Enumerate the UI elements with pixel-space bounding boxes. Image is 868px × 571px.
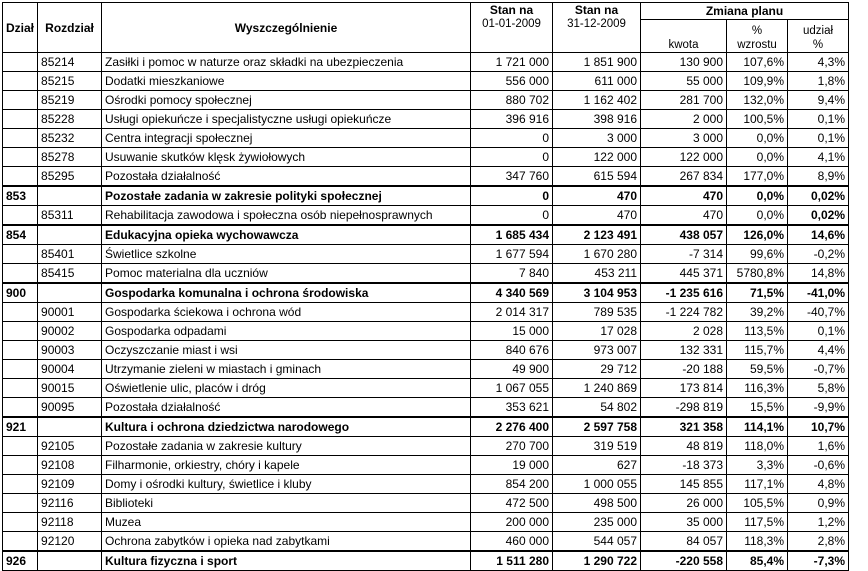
cell-udzial: 9,4% [788, 91, 849, 110]
cell-udzial: -41,0% [788, 283, 849, 303]
table-row [3, 341, 849, 360]
cell-stan-poczatek: 1 685 434 [471, 225, 553, 245]
table-row [3, 148, 849, 167]
cell-name: Pozostałe zadania w zakresie polityki społecznej [102, 186, 471, 206]
cell-rozdzial: 85311 [38, 206, 102, 226]
cell-name: Domy i ośrodki kultury, świetlice i kluby [102, 475, 471, 494]
cell-kwota: 2 028 [641, 322, 727, 341]
cell-kwota: 132 331 [641, 341, 727, 360]
cell-udzial: 8,9% [788, 167, 849, 187]
table-row-dzial [3, 186, 849, 206]
cell-stan-koniec: 544 057 [553, 532, 641, 552]
cell-kwota: 321 358 [641, 417, 727, 437]
cell-stan-koniec: 453 211 [553, 264, 641, 284]
table-row [3, 360, 849, 379]
cell-kwota: 26 000 [641, 494, 727, 513]
cell-stan-poczatek: 15 000 [471, 322, 553, 341]
cell-wzrost: 117,1% [727, 475, 788, 494]
cell-stan-poczatek: 460 000 [471, 532, 553, 552]
cell-name: Muzea [102, 513, 471, 532]
cell-wzrost: 177,0% [727, 167, 788, 187]
cell-name: Pomoc materialna dla uczniów [102, 264, 471, 284]
cell-udzial: 4,8% [788, 475, 849, 494]
table-row [3, 129, 849, 148]
cell-kwota: 2 000 [641, 110, 727, 129]
cell-stan-koniec: 611 000 [553, 72, 641, 91]
cell-name: Filharmonie, orkiestry, chóry i kapele [102, 456, 471, 475]
table-row [3, 532, 849, 552]
cell-stan-poczatek: 0 [471, 206, 553, 226]
cell-udzial: -0,6% [788, 456, 849, 475]
cell-dzial: 853 [3, 186, 38, 206]
table-row [3, 322, 849, 341]
cell-udzial: 0,02% [788, 186, 849, 206]
cell-stan-koniec: 319 519 [553, 437, 641, 456]
cell-stan-poczatek: 840 676 [471, 341, 553, 360]
cell-dzial [3, 264, 38, 284]
cell-stan-koniec: 1 240 869 [553, 379, 641, 398]
table-row [3, 398, 849, 418]
cell-udzial: -0,7% [788, 360, 849, 379]
cell-dzial [3, 398, 38, 418]
cell-wzrost: 3,3% [727, 456, 788, 475]
cell-stan-poczatek: 200 000 [471, 513, 553, 532]
cell-rozdzial: 85415 [38, 264, 102, 284]
cell-rozdzial [38, 551, 102, 571]
cell-rozdzial [38, 225, 102, 245]
table-body [3, 53, 849, 571]
cell-dzial [3, 475, 38, 494]
cell-dzial [3, 148, 38, 167]
cell-rozdzial: 92108 [38, 456, 102, 475]
cell-dzial [3, 129, 38, 148]
cell-dzial [3, 72, 38, 91]
table-header [3, 3, 849, 53]
table-row [3, 379, 849, 398]
cell-kwota: 173 814 [641, 379, 727, 398]
cell-udzial: 14,6% [788, 225, 849, 245]
cell-stan-koniec: 235 000 [553, 513, 641, 532]
cell-udzial: 1,2% [788, 513, 849, 532]
cell-kwota: 438 057 [641, 225, 727, 245]
cell-udzial: -7,3% [788, 551, 849, 571]
cell-wzrost: 0,0% [727, 186, 788, 206]
cell-dzial [3, 532, 38, 552]
cell-dzial [3, 494, 38, 513]
cell-rozdzial: 85214 [38, 53, 102, 72]
table-row [3, 513, 849, 532]
cell-stan-poczatek: 2 014 317 [471, 303, 553, 322]
cell-stan-koniec: 2 597 758 [553, 417, 641, 437]
cell-dzial: 900 [3, 283, 38, 303]
cell-wzrost: 0,0% [727, 206, 788, 226]
cell-name: Zasiłki i pomoc w naturze oraz składki na ubezpieczenia [102, 53, 471, 72]
cell-dzial [3, 322, 38, 341]
cell-dzial [3, 360, 38, 379]
cell-rozdzial [38, 186, 102, 206]
table-row [3, 91, 849, 110]
cell-kwota: -220 558 [641, 551, 727, 571]
cell-dzial [3, 206, 38, 226]
cell-udzial: 4,4% [788, 341, 849, 360]
table-row [3, 72, 849, 91]
cell-stan-koniec: 1 290 722 [553, 551, 641, 571]
cell-kwota: 281 700 [641, 91, 727, 110]
cell-stan-koniec: 470 [553, 186, 641, 206]
cell-stan-koniec: 17 028 [553, 322, 641, 341]
cell-udzial: 2,8% [788, 532, 849, 552]
cell-wzrost: 116,3% [727, 379, 788, 398]
cell-wzrost: 0,0% [727, 148, 788, 167]
cell-stan-poczatek: 49 900 [471, 360, 553, 379]
cell-kwota: -7 314 [641, 245, 727, 264]
header-rozdzial: Rozdział [38, 3, 102, 53]
cell-udzial: 10,7% [788, 417, 849, 437]
cell-udzial: -9,9% [788, 398, 849, 418]
cell-wzrost: 0,0% [727, 129, 788, 148]
cell-name: Rehabilitacja zawodowa i społeczna osób niepełnosprawnych [102, 206, 471, 226]
cell-name: Biblioteki [102, 494, 471, 513]
cell-stan-poczatek: 1 721 000 [471, 53, 553, 72]
cell-stan-koniec: 3 104 953 [553, 283, 641, 303]
cell-udzial: 1,8% [788, 72, 849, 91]
cell-stan-poczatek: 0 [471, 129, 553, 148]
table-row-dzial [3, 417, 849, 437]
cell-kwota: -20 188 [641, 360, 727, 379]
cell-dzial [3, 53, 38, 72]
cell-wzrost: 100,5% [727, 110, 788, 129]
header-wyszczegolnienie: Wyszczególnienie [102, 3, 471, 53]
cell-wzrost: 5780,8% [727, 264, 788, 284]
cell-name: Oczyszczanie miast i wsi [102, 341, 471, 360]
cell-udzial: 0,02% [788, 206, 849, 226]
cell-stan-poczatek: 396 916 [471, 110, 553, 129]
cell-rozdzial: 90015 [38, 379, 102, 398]
cell-wzrost: 99,6% [727, 245, 788, 264]
cell-stan-poczatek: 4 340 569 [471, 283, 553, 303]
cell-name: Kultura i ochrona dziedzictwa narodowego [102, 417, 471, 437]
cell-rozdzial: 92105 [38, 437, 102, 456]
cell-kwota: -298 819 [641, 398, 727, 418]
cell-stan-poczatek: 556 000 [471, 72, 553, 91]
cell-udzial: 0,9% [788, 494, 849, 513]
cell-name: Gospodarka odpadami [102, 322, 471, 341]
cell-kwota: 470 [641, 206, 727, 226]
cell-rozdzial: 90002 [38, 322, 102, 341]
cell-stan-koniec: 122 000 [553, 148, 641, 167]
cell-kwota: 122 000 [641, 148, 727, 167]
cell-kwota: 55 000 [641, 72, 727, 91]
cell-name: Pozostała działalność [102, 398, 471, 418]
cell-kwota: 48 819 [641, 437, 727, 456]
cell-dzial [3, 437, 38, 456]
cell-stan-koniec: 1 851 900 [553, 53, 641, 72]
cell-udzial: -40,7% [788, 303, 849, 322]
table-row [3, 206, 849, 226]
cell-wzrost: 105,5% [727, 494, 788, 513]
cell-wzrost: 85,4% [727, 551, 788, 571]
cell-name: Dodatki mieszkaniowe [102, 72, 471, 91]
table-row [3, 110, 849, 129]
cell-udzial: 0,1% [788, 110, 849, 129]
cell-rozdzial: 90004 [38, 360, 102, 379]
cell-stan-poczatek: 1 067 055 [471, 379, 553, 398]
cell-wzrost: 59,5% [727, 360, 788, 379]
cell-rozdzial: 92116 [38, 494, 102, 513]
cell-stan-poczatek: 1 511 280 [471, 551, 553, 571]
cell-kwota: 267 834 [641, 167, 727, 187]
cell-wzrost: 118,0% [727, 437, 788, 456]
cell-rozdzial: 85215 [38, 72, 102, 91]
cell-stan-poczatek: 270 700 [471, 437, 553, 456]
cell-wzrost: 113,5% [727, 322, 788, 341]
cell-rozdzial: 92118 [38, 513, 102, 532]
cell-udzial: 0,1% [788, 129, 849, 148]
cell-wzrost: 115,7% [727, 341, 788, 360]
cell-rozdzial: 85295 [38, 167, 102, 187]
cell-dzial [3, 379, 38, 398]
header-stan-poczatek: Stan na 01-01-2009 [471, 3, 553, 53]
cell-wzrost: 126,0% [727, 225, 788, 245]
cell-name: Ośrodki pomocy społecznej [102, 91, 471, 110]
cell-stan-poczatek: 1 677 594 [471, 245, 553, 264]
cell-stan-koniec: 54 802 [553, 398, 641, 418]
cell-name: Ochrona zabytków i opieka nad zabytkami [102, 532, 471, 552]
table-row [3, 53, 849, 72]
cell-dzial: 921 [3, 417, 38, 437]
cell-name: Świetlice szkolne [102, 245, 471, 264]
cell-dzial [3, 513, 38, 532]
cell-rozdzial: 85278 [38, 148, 102, 167]
cell-rozdzial: 85232 [38, 129, 102, 148]
cell-stan-koniec: 789 535 [553, 303, 641, 322]
cell-name: Edukacyjna opieka wychowawcza [102, 225, 471, 245]
cell-stan-koniec: 470 [553, 206, 641, 226]
cell-stan-koniec: 398 916 [553, 110, 641, 129]
cell-kwota: 35 000 [641, 513, 727, 532]
budget-table [2, 2, 849, 571]
header-udzial: udział % [788, 20, 849, 53]
cell-udzial: 0,1% [788, 322, 849, 341]
table-row [3, 264, 849, 284]
cell-stan-poczatek: 0 [471, 186, 553, 206]
cell-stan-koniec: 973 007 [553, 341, 641, 360]
cell-udzial: 4,3% [788, 53, 849, 72]
header-kwota: kwota [641, 20, 727, 53]
cell-name: Usuwanie skutków klęsk żywiołowych [102, 148, 471, 167]
cell-name: Utrzymanie zieleni w miastach i gminach [102, 360, 471, 379]
table-row [3, 456, 849, 475]
cell-kwota: 445 371 [641, 264, 727, 284]
cell-rozdzial: 85228 [38, 110, 102, 129]
cell-rozdzial: 85219 [38, 91, 102, 110]
cell-name: Gospodarka komunalna i ochrona środowiska [102, 283, 471, 303]
cell-stan-poczatek: 854 200 [471, 475, 553, 494]
table-row [3, 475, 849, 494]
table-row [3, 494, 849, 513]
cell-stan-koniec: 2 123 491 [553, 225, 641, 245]
table-row [3, 167, 849, 187]
header-dzial: Dział [3, 3, 38, 53]
cell-stan-poczatek: 880 702 [471, 91, 553, 110]
cell-dzial [3, 167, 38, 187]
cell-stan-koniec: 498 500 [553, 494, 641, 513]
table-row [3, 437, 849, 456]
cell-stan-koniec: 627 [553, 456, 641, 475]
cell-rozdzial: 90001 [38, 303, 102, 322]
cell-wzrost: 132,0% [727, 91, 788, 110]
cell-udzial: 1,6% [788, 437, 849, 456]
cell-rozdzial [38, 417, 102, 437]
cell-kwota: -18 373 [641, 456, 727, 475]
cell-name: Gospodarka ściekowa i ochrona wód [102, 303, 471, 322]
header-zmiana-planu: Zmiana planu [641, 3, 849, 20]
cell-dzial [3, 456, 38, 475]
cell-udzial: 5,8% [788, 379, 849, 398]
cell-kwota: 470 [641, 186, 727, 206]
cell-wzrost: 118,3% [727, 532, 788, 552]
cell-stan-koniec: 29 712 [553, 360, 641, 379]
cell-dzial [3, 341, 38, 360]
cell-name: Pozostałe zadania w zakresie kultury [102, 437, 471, 456]
cell-stan-koniec: 1 000 055 [553, 475, 641, 494]
cell-wzrost: 71,5% [727, 283, 788, 303]
cell-stan-poczatek: 353 621 [471, 398, 553, 418]
cell-wzrost: 107,6% [727, 53, 788, 72]
cell-stan-poczatek: 19 000 [471, 456, 553, 475]
cell-wzrost: 117,5% [727, 513, 788, 532]
cell-dzial [3, 303, 38, 322]
cell-name: Usługi opiekuńcze i specjalistyczne usługi opiekuńcze [102, 110, 471, 129]
cell-dzial [3, 91, 38, 110]
cell-udzial: 4,1% [788, 148, 849, 167]
cell-wzrost: 114,1% [727, 417, 788, 437]
cell-kwota: 145 855 [641, 475, 727, 494]
cell-kwota: -1 235 616 [641, 283, 727, 303]
cell-kwota: -1 224 782 [641, 303, 727, 322]
cell-rozdzial [38, 283, 102, 303]
cell-rozdzial: 92120 [38, 532, 102, 552]
cell-dzial [3, 110, 38, 129]
cell-name: Kultura fizyczna i sport [102, 551, 471, 571]
cell-rozdzial: 90003 [38, 341, 102, 360]
cell-stan-poczatek: 2 276 400 [471, 417, 553, 437]
cell-stan-koniec: 1 670 280 [553, 245, 641, 264]
cell-stan-koniec: 3 000 [553, 129, 641, 148]
cell-stan-poczatek: 0 [471, 148, 553, 167]
cell-kwota: 3 000 [641, 129, 727, 148]
cell-rozdzial: 90095 [38, 398, 102, 418]
cell-rozdzial: 85401 [38, 245, 102, 264]
header-stan-koniec: Stan na 31-12-2009 [553, 3, 641, 53]
cell-name: Oświetlenie ulic, placów i dróg [102, 379, 471, 398]
table-row [3, 245, 849, 264]
cell-wzrost: 39,2% [727, 303, 788, 322]
cell-dzial: 926 [3, 551, 38, 571]
cell-dzial [3, 245, 38, 264]
cell-stan-poczatek: 472 500 [471, 494, 553, 513]
cell-rozdzial: 92109 [38, 475, 102, 494]
cell-stan-koniec: 1 162 402 [553, 91, 641, 110]
cell-name: Centra integracji społecznej [102, 129, 471, 148]
cell-kwota: 130 900 [641, 53, 727, 72]
cell-wzrost: 109,9% [727, 72, 788, 91]
table-row-dzial [3, 283, 849, 303]
header-wzrost: % wzrostu [727, 20, 788, 53]
cell-kwota: 84 057 [641, 532, 727, 552]
table-row-dzial [3, 551, 849, 571]
table-row [3, 303, 849, 322]
cell-udzial: 14,8% [788, 264, 849, 284]
cell-udzial: -0,2% [788, 245, 849, 264]
cell-wzrost: 15,5% [727, 398, 788, 418]
cell-stan-poczatek: 347 760 [471, 167, 553, 187]
cell-dzial: 854 [3, 225, 38, 245]
cell-stan-koniec: 615 594 [553, 167, 641, 187]
cell-name: Pozostała działalność [102, 167, 471, 187]
cell-stan-poczatek: 7 840 [471, 264, 553, 284]
table-row-dzial [3, 225, 849, 245]
